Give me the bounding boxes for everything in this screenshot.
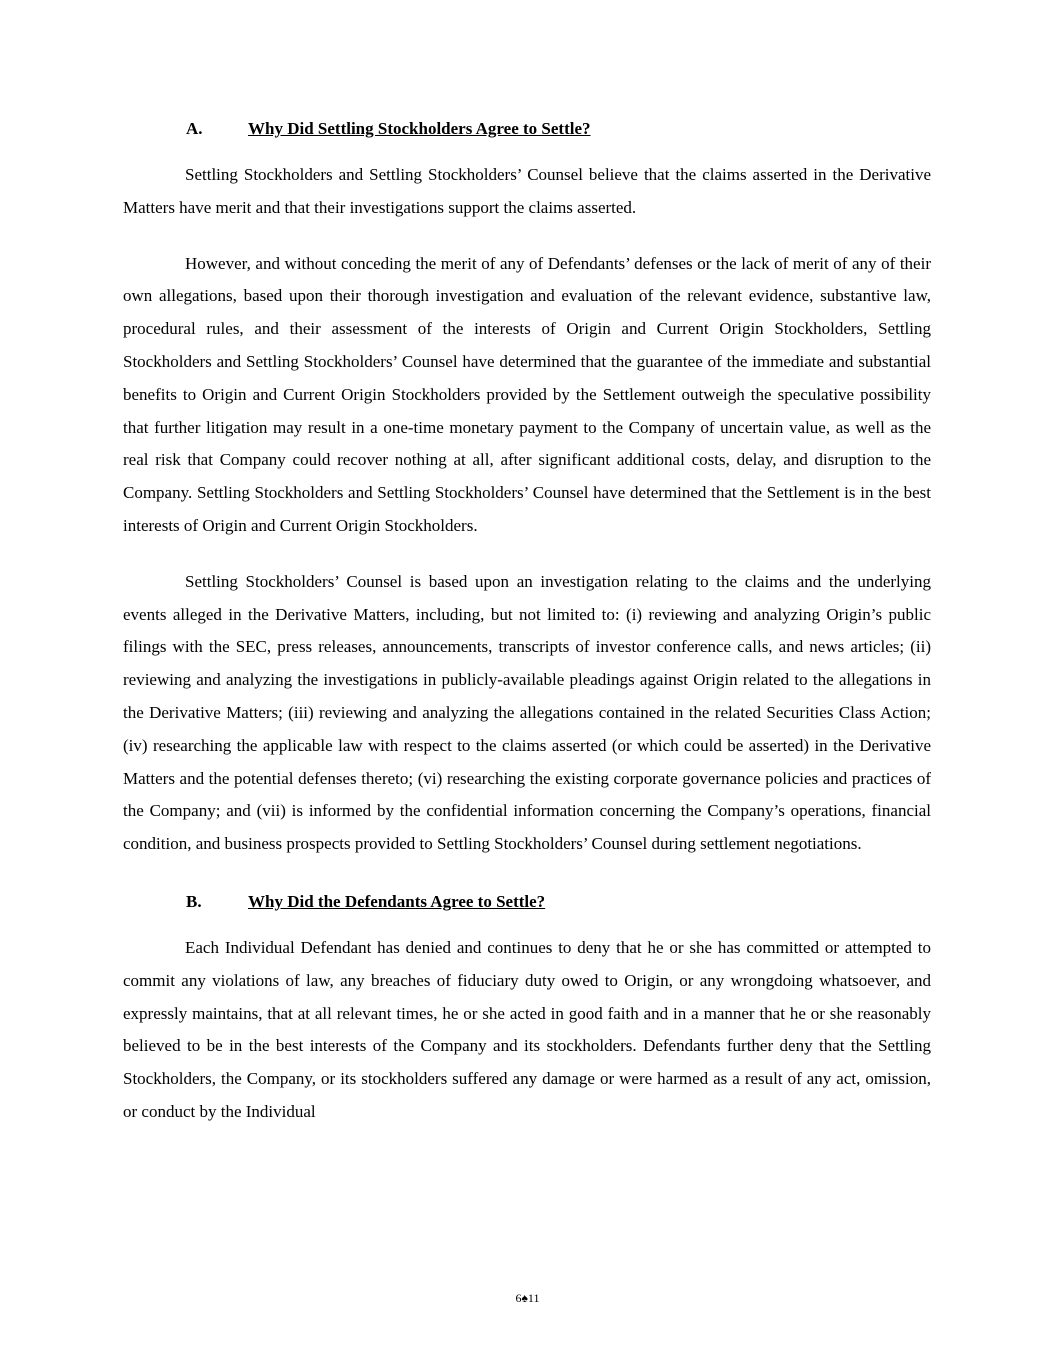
paragraph-2: However, and without conceding the merit of any of Defendants’ defenses or the lack of merit of any of their own allegations, based upon their thorough investigation and evaluation of the relevant evidence, substantive law, procedural rules, and their assessment of the interests of Origin and Current Origin Stockholders, Settling Stockholders and Settling Stockholders’ Counsel have determined that the guarantee of the immediate and substantial benefits to Origin and Current Origin Stockholders provided by the Settlement outweigh the speculative possibility that further litigation may result in a one-time monetary payment to the Company of uncertain value, as well as the real risk that Company could recover nothing at all, after significant additional costs, delay, and disruption to the Company. Settling Stockholders and Settling Stockholders’ Counsel have determined that the Settlement is in the best interests of Origin and Current Origin Stockholders. xyxy=(123,253,931,535)
section-heading-b-label: B. xyxy=(186,891,202,911)
page-number-footer: 6♠11 xyxy=(515,1291,540,1305)
section-heading-b xyxy=(186,885,931,918)
section-heading-a xyxy=(186,112,931,145)
paragraph-4: Each Individual Defendant has denied and continues to deny that he or she has committed or attempted to commit any violations of law, any breaches of fiduciary duty owed to Origin, or any wrongdoing whatsoever, and expressly maintains, that at all relevant times, he or she acted in good faith and in a manner that he or she reasonably believed to be in the best interests of the Company and its stockholders. Defendants further deny that the Settling Stockholders, the Company, or its stockholders suffered any damage or were harmed as a result of any act, omission, or conduct by the Individual xyxy=(123,937,931,1121)
section-heading-b-title: Why Did the Defendants Agree to Settle? xyxy=(248,891,546,911)
paragraph-3: Settling Stockholders’ Counsel is based upon an investigation relating to the claims and the underlying events alleged in the Derivative Matters, including, but not limited to: (i) reviewing and analyzing Origin’s public filings with the SEC, press releases, announcements, transcripts of investor conference calls, and news articles; (ii) reviewing and analyzing the investigations in publicly-available pleadings against Origin related to the allegations in the Derivative Matters; (iii) reviewing and analyzing the allegations contained in the related Securities Class Action; (iv) researching the applicable law with respect to the claims asserted (or which could be asserted) in the Derivative Matters and the potential defenses thereto; (vi) researching the existing corporate governance policies and practices of the Company; and (vii) is informed by the confidential information concerning the Company’s operations, financial condition, and business prospects provided to Settling Stockholders’ Counsel during settlement negotiations. xyxy=(123,571,931,854)
paragraph-1: Settling Stockholders and Settling Stockholders’ Counsel believe that the claims asserted in the Derivative Matters have merit and that their investigations support the claims asserted. xyxy=(123,165,931,217)
section-heading-a-title: Why Did Settling Stockholders Agree to Settle? xyxy=(248,119,591,138)
section-heading-a-label: A. xyxy=(186,119,203,138)
